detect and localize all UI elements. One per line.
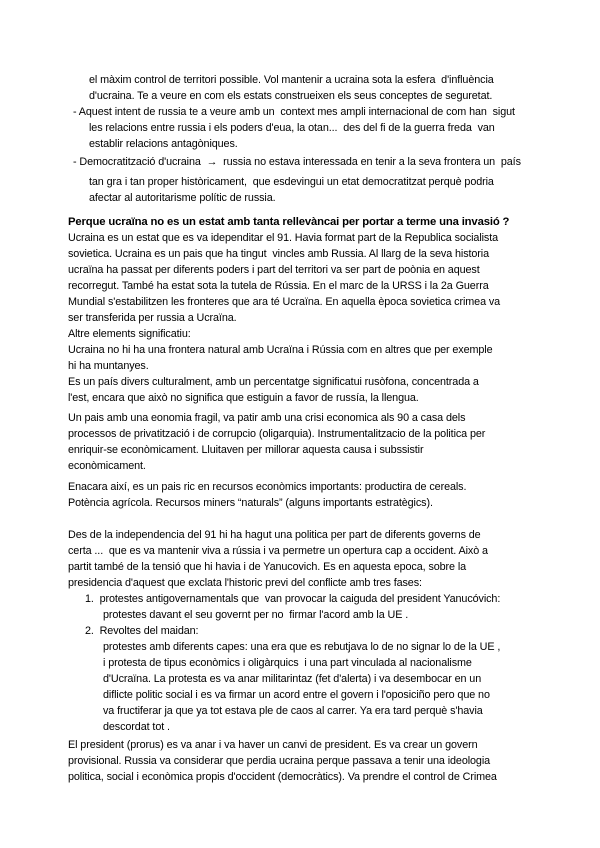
text-line: partit també de la tensió que hi havia i de Yanucovich. Es en aquesta epoca, sobre la [68, 561, 467, 573]
text-line: processos de privatització i de corrupcio (oligarquia). Instrumentalitzacio de la politica per [68, 428, 486, 440]
text-line: provisional. Russia va considerar que perdia ucraina perque passava a tenir una ideologia [68, 755, 491, 767]
text-line: establir relacions antagòniques. [89, 138, 238, 150]
text-line: protestes amb diferents capes: una era que es rebutjava lo de no signar lo de la UE , [103, 641, 501, 653]
text-line: El president (prorus) es va anar i va haver un canvi de president. Es va crear un govern [68, 739, 478, 751]
text-line: Es un país divers culturalment, amb un percentatge significatui rusòfona, concentrada a [68, 376, 479, 388]
text-line: econòmicament. [68, 460, 146, 472]
text-line: Mundial s'estabilitzen les fronteres que ara té Ucraïna. En aquella època sovietica crimea va [68, 296, 501, 308]
text-line: descordat tot . [103, 721, 170, 733]
text-line: hi ha muntanyes. [68, 360, 149, 372]
text-line: sovietica. Ucraina es un pais que ha tingut vincles amb Russia. Al llarg de la seva historia [68, 248, 489, 260]
text-line: Potència agrícola. Recursos miners “naturals” (alguns importants estratègics). [68, 497, 433, 509]
dash-item-democratitzacio-cont [68, 174, 600, 206]
text-line: Enacara així, es un pais ric en recursos econòmics importants: productira de cereals. [68, 481, 467, 493]
text-line: ucraïna ha passat per diferents poders i part del territori va ser part de poònia en aquest [68, 264, 480, 276]
text-line: Un pais amb una eonomia fragil, va patir amb una crisi economica als 90 a casa dels [68, 412, 466, 424]
text-line: Des de la independencia del 91 hi ha hagut una politica per part de diferents governs de [68, 529, 481, 541]
text-line: l'est, encara que això no significa que estiguin a favor de russía, la llengua. [68, 392, 419, 404]
text-line: Ucraina es un estat que es va idependitar el 91. Havia format part de la Republica socialista [68, 232, 499, 244]
text-line: afectar al autoritarisme polític de russia. [89, 192, 276, 204]
text-line: 2. Revoltes del maidan: [85, 625, 199, 637]
text-line: diflicte politic social i es va firmar un acord entre el govern i l'oposiciño pero que no [103, 689, 490, 701]
text-line: tan gra i tan proper històricament, que esdevingui un etat democratitzat perquè podria [89, 176, 494, 188]
section-heading-invasio [68, 214, 600, 230]
text-line: Ucraina no hi ha una frontera natural amb Ucraïna i Rússia com en altres que per exemple [68, 344, 493, 356]
para-canvi-president [68, 737, 600, 785]
numbered-item-2-revoltes-maidan [68, 623, 600, 735]
para-independencia-politica [68, 527, 600, 591]
text-line: d'ucraina. Te a veure en com els estats construeixen els seus conceptes de seguretat. [89, 90, 493, 102]
heading-line: Perque ucraïna no es un estat amb tanta rellevàncai per portar a terme una invasió ? [68, 216, 510, 228]
text-line: 1. protestes antigovernamentals que van provocar la caiguda del president Yanucóvich: [85, 593, 501, 605]
text-line: politica, social i econòmica propis d'occident (democràtics). Va prendre el control de Crimea [68, 771, 497, 783]
para-historia-ucraina [68, 230, 600, 406]
dash-item-context-internacional [68, 104, 600, 152]
bullet-continuation-esfera-influencia [68, 72, 600, 104]
text-line: Altre elements significatiu: [68, 328, 191, 340]
text-line: recorregut. També ha estat sota la tutela de Rússia. En el marc de la URSS i la 2a Guerra [68, 280, 489, 292]
para-economia-fragil [68, 410, 600, 474]
spacer-3 [68, 511, 600, 527]
text-line: enriquir-se econòmicament. Lluitaven per millorar aquesta causa i subssistir [68, 444, 424, 456]
text-line: d'Ucraïna. La protesta es va anar militarintaz (fet d'alerta) i va desembocar en un [103, 673, 482, 685]
text-line: i protesta de tipus econòmics i oligàrquics i una part vinculada al nacionalisme [103, 657, 472, 669]
text-line: va fructiferar ja que ya tot estava ple de caos al carrer. Ya era tard perquè s'havia [103, 705, 483, 717]
text-line: certa ... que es va mantenir viva a rússia i va permetre un opertura cap a occident. Això a [68, 545, 488, 557]
text-line: les relacions entre russia i els poders d'eua, la otan... des del fi de la guerra freda van [89, 122, 495, 134]
text-line: el màxim control de territori possible. Vol mantenir a ucraina sota la esfera d'influència [89, 74, 494, 86]
text-line: ser transferida per russia a Ucraïna. [68, 312, 237, 324]
text-line: protestes davant el seu governt per no firmar l'acord amb la UE . [103, 609, 409, 621]
text-line: presidencia d'aquest que exclata l'historic previ del conflicte amb tres fases: [68, 577, 422, 589]
text-line: - Aquest intent de russia te a veure amb un context mes ampli internacional de com han sigut [73, 106, 515, 118]
para-recursos [68, 479, 600, 511]
dash-item-democratitzacio [68, 154, 600, 170]
text-line: - Democratització d'ucraina → russia no estava interessada en tenir a la seva frontera un país [73, 156, 521, 168]
numbered-item-1-protestes [68, 591, 600, 623]
